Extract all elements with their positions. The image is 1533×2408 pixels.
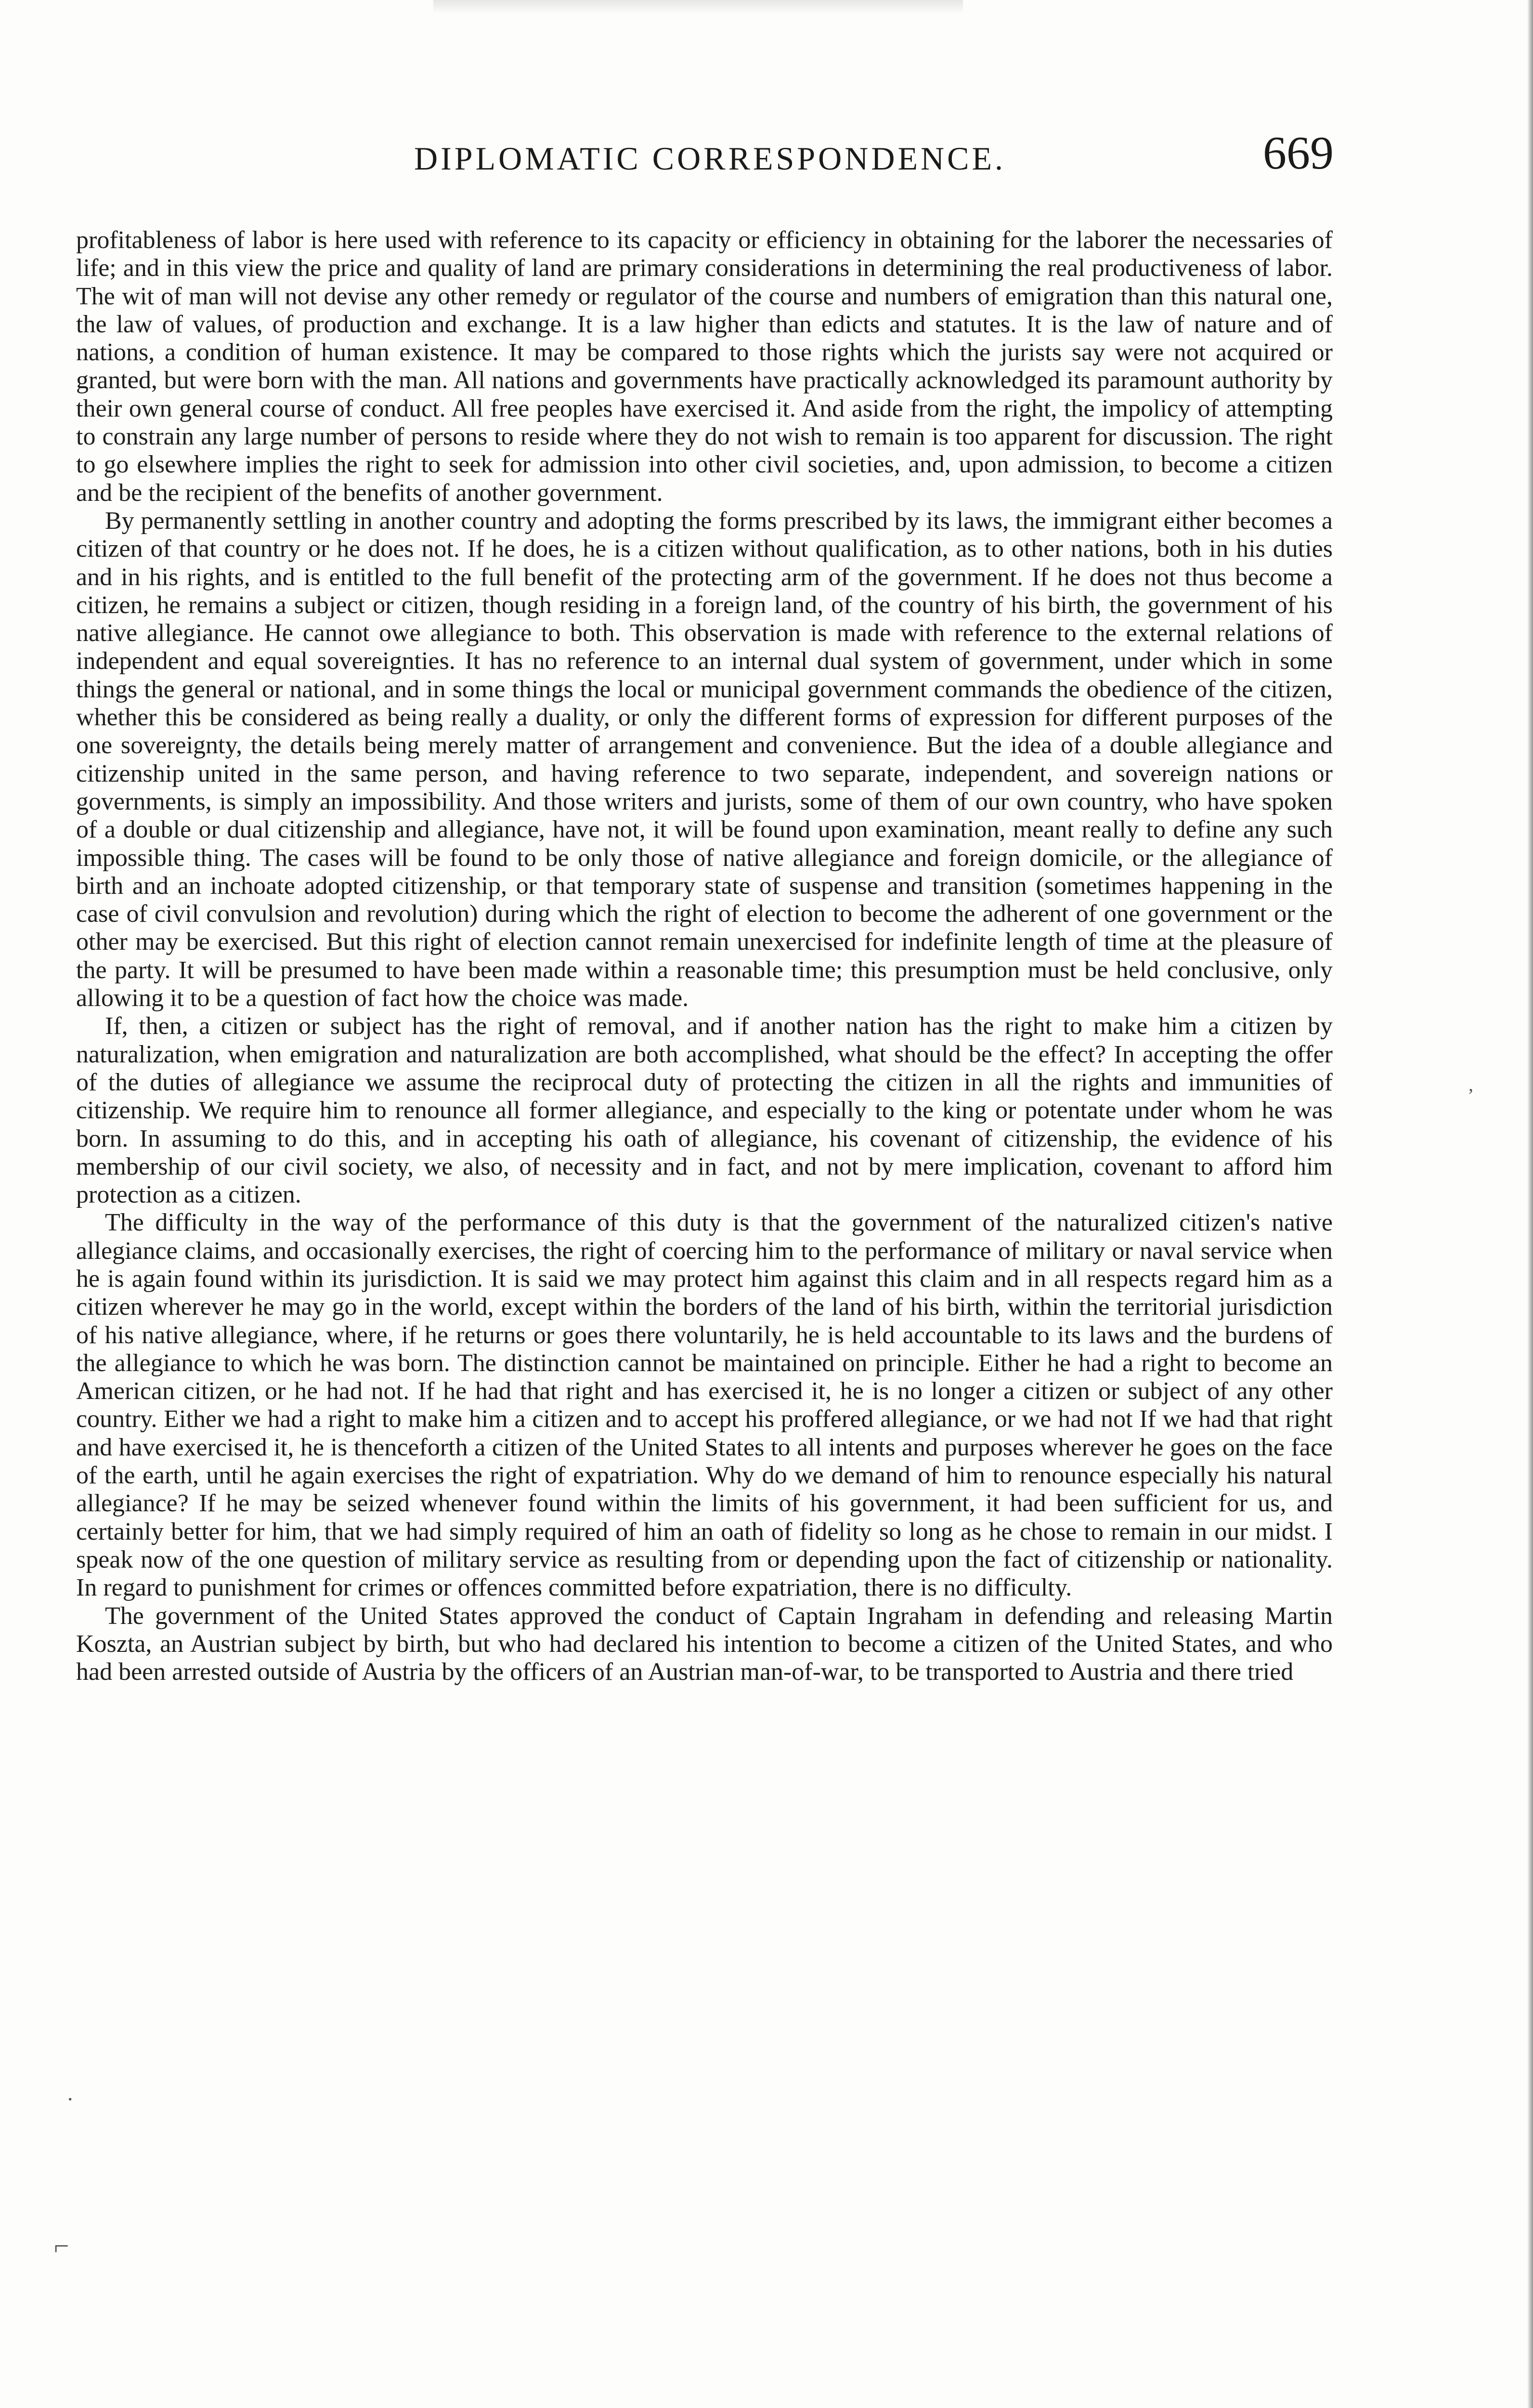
margin-speck: · [66, 2087, 74, 2111]
paragraph-3: If, then, a citizen or subject has the right of removal, and if another nation has the right to make him a citizen by naturalization, when emigration and naturalization are both accomplished, what should be the effect? In accepting the offer of the duties of allegiance we assume the reciprocal duty of protecting the citizen in all the rights and immunities of citizenship. We require him to renounce all former allegiance, and especially to the king or potentate under whom he was born. In assuming to do this, and in accepting his oath of allegiance, his covenant of citizenship, the evidence of his membership of our civil society, we also, of necessity and in fact, and not by mere implication, covenant to afford him protection as a citizen. [76, 1012, 1333, 1209]
paragraph-1: profitableness of labor is here used with reference to its capacity or efficiency in obtaining for the laborer the necessaries of life; and in this view the price and quality of land are primary considerations in determining the real productiveness of labor. The wit of man will not devise any other remedy or regulator of the course and numbers of emigration than this natural one, the law of values, of production and exchange. It is a law higher than edicts and statutes. It is the law of nature and of nations, a condition of human existence. It may be compared to those rights which the jurists say were not acquired or granted, but were born with the man. All nations and governments have practically acknowledged its paramount authority by their own general course of conduct. All free peoples have exercised it. And aside from the right, the impolicy of attempting to constrain any large number of persons to reside where they do not wish to remain is too apparent for discussion. The right to go elsewhere implies the right to seek for admission into other civil societies, and, upon admission, to become a citizen and be the recipient of the benefits of another government. [76, 226, 1333, 507]
page-number: 669 [1263, 127, 1334, 179]
scan-shadow-right [1527, 0, 1533, 2408]
margin-speck: , [1468, 1073, 1473, 1095]
paragraph-2: By permanently settling in another country and adopting the forms prescribed by its laws, the immigrant either becomes a citizen of that country or he does not. If he does, he is a citizen without qualification, as to other nations, both in his duties and in his rights, and is entitled to the full benefit of the protecting arm of the government. If he does not thus become a citizen, he remains a subject or citizen, though residing in a foreign land, of the country of his birth, the government of his native allegiance. He cannot owe allegiance to both. This observation is made with reference to the external relations of independent and equal sovereignties. It has no reference to an internal dual system of government, under which in some things the general or national, and in some things the local or municipal government commands the obedience of the citizen, whether this be considered as being really a duality, or only the different forms of expression for different purposes of the one sovereignty, the details being merely matter of arrangement and convenience. But the idea of a double allegiance and citizenship united in the same person, and having reference to two separate, independent, and sovereign nations or governments, is simply an impossibility. And those writers and jurists, some of them of our own country, who have spoken of a double or dual citizenship and allegiance, have not, it will be found upon examination, meant really to define any such impossible thing. The cases will be found to be only those of native allegiance and foreign domicile, or the allegiance of birth and an inchoate adopted citizenship, or that temporary state of suspense and transition (sometimes happening in the case of civil convulsion and revolution) during which the right of election to become the adherent of one government or the other may be exercised. But this right of election cannot remain unexercised for indefinite length of time at the pleasure of the party. It will be presumed to have been made within a reasonable time; this presumption must be held conclusive, only allowing it to be a question of fact how the choice was made. [76, 507, 1333, 1012]
body-text [76, 226, 1333, 1686]
page-header [77, 126, 1343, 184]
scan-shadow-top [433, 0, 963, 13]
running-head: DIPLOMATIC CORRESPONDENCE. [414, 140, 1006, 177]
paragraph-5: The government of the United States approved the conduct of Captain Ingraham in defending and releasing Martin Koszta, an Austrian subject by birth, but who had declared his intention to become a citizen of the United States, and who had been arrested outside of Austria by the officers of an Austrian man-of-war, to be transported to Austria and there tried [76, 1602, 1333, 1686]
margin-pencil-mark: ⌐ [54, 2231, 69, 2261]
paragraph-4: The difficulty in the way of the performance of this duty is that the government of the naturalized citizen's native allegiance claims, and occasionally exercises, the right of coercing him to the performance of military or naval service when he is again found within its jurisdiction. It is said we may protect him against this claim and in all respects regard him as a citizen wherever he may go in the world, except within the borders of the land of his birth, within the territorial jurisdiction of his native allegiance, where, if he returns or goes there voluntarily, he is held accountable to its laws and the burdens of the allegiance to which he was born. The distinction cannot be maintained on principle. Either he had a right to become an American citizen, or he had not. If he had that right and has exercised it, he is no longer a citizen or subject of any other country. Either we had a right to make him a citizen and to accept his proffered allegiance, or we had not If we had that right and have exercised it, he is thenceforth a citizen of the United States to all intents and purposes wherever he goes on the face of the earth, until he again exercises the right of expatriation. Why do we demand of him to renounce especially his natural allegiance? If he may be seized whenever found within the limits of his government, it had been sufficient for us, and certainly better for him, that we had simply required of him an oath of fidelity so long as he chose to remain in our midst. I speak now of the one question of military service as resulting from or depending upon the fact of citizenship or nationality. In regard to punishment for crimes or offences committed before expatriation, there is no difficulty. [76, 1209, 1333, 1602]
